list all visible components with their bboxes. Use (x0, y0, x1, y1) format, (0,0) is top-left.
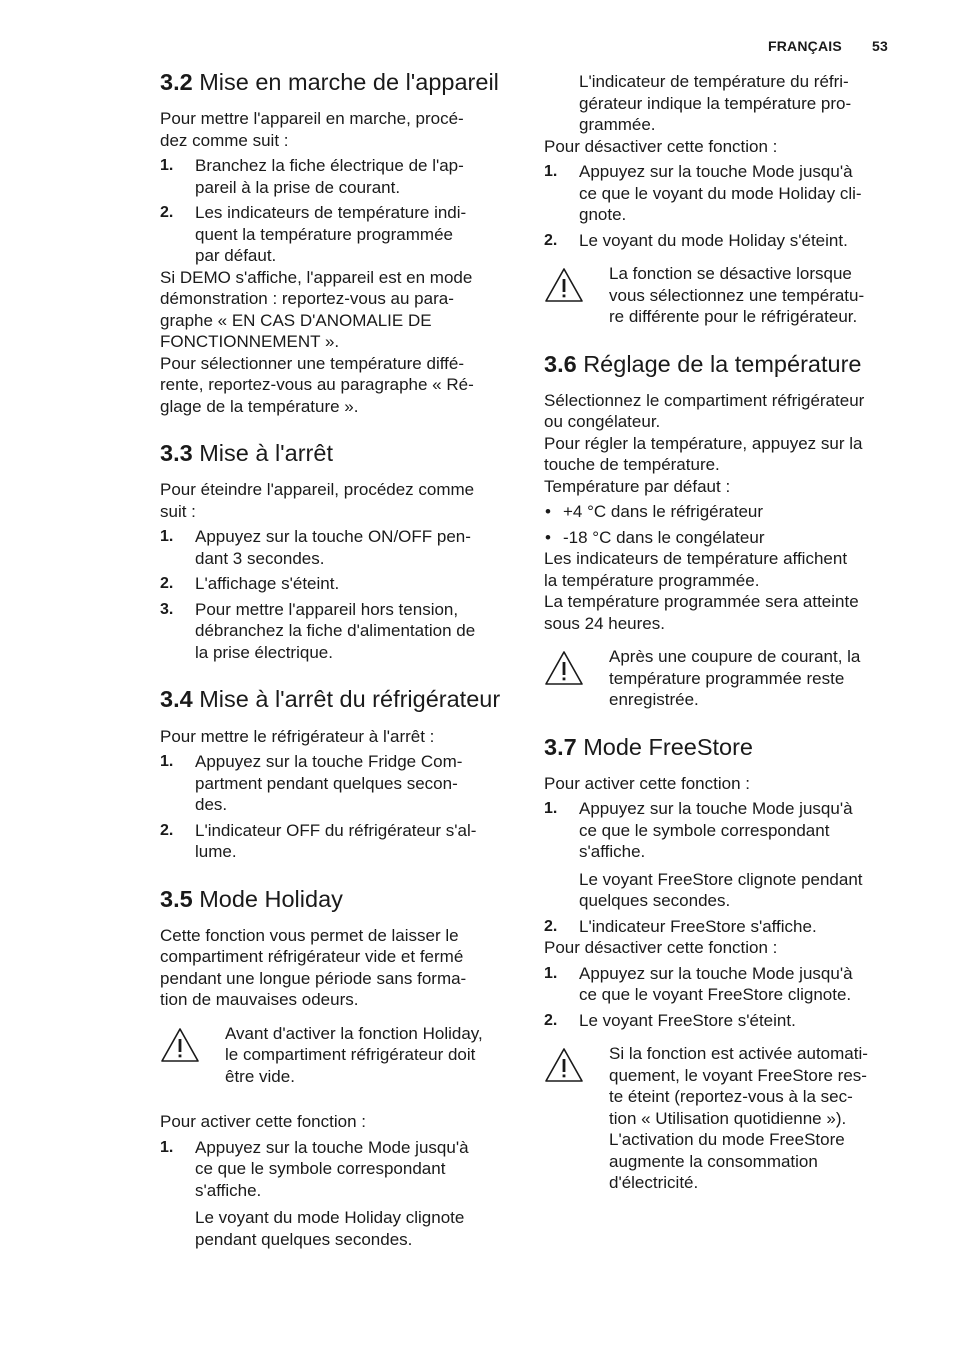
text-line: Après une coupure de courant, la (609, 647, 861, 667)
section-3-4 (160, 685, 516, 862)
paragraph (160, 267, 516, 418)
paragraph (544, 548, 900, 634)
text-line: grammée. (579, 115, 656, 134)
bullet-item (544, 501, 900, 523)
text-line: Les indicateurs de température indi- (195, 203, 467, 223)
step-number: 1. (544, 964, 558, 982)
paragraph (544, 390, 900, 498)
section-title-text: Réglage de la température (583, 350, 862, 377)
text-line: le compartiment réfrigérateur doit (225, 1045, 476, 1065)
warning-icon (160, 1027, 200, 1063)
text-line: ce que le voyant FreeStore clignote. (579, 985, 852, 1005)
text-line: ce que le voyant du mode Holiday cli- (579, 183, 862, 203)
text-line: L'indicateur OFF du réfrigérateur s'al- (195, 820, 477, 840)
step-number: 1. (544, 163, 558, 180)
text-line: par défaut. (195, 246, 277, 266)
text-line: augmente la consommation (609, 1151, 818, 1171)
step-number: 3. (160, 600, 174, 618)
text-line: partment pendant quelques secon- (195, 773, 458, 793)
text-line: Le voyant FreeStore clignote pendant (579, 869, 863, 889)
text-line: Pour sélectionner une température diffé- (160, 353, 464, 373)
section-3-7 (544, 733, 900, 1194)
section-3-3 (160, 439, 516, 663)
text-line: Pour activer cette fonction : (544, 773, 750, 793)
right-column (544, 71, 900, 1216)
text-line: être vide. (225, 1066, 295, 1086)
text-line: La fonction se désactive lorsque (609, 264, 852, 283)
text-line: la prise électrique. (195, 642, 333, 662)
step (544, 963, 900, 1006)
text-line: compartiment réfrigérateur vide et fermé (160, 947, 464, 967)
text-line: +4 °C dans le réfrigérateur (563, 502, 764, 522)
step (544, 1010, 900, 1032)
text-line: Appuyez sur la touche Mode jusqu'à (579, 963, 853, 983)
text-line: s'affiche. (579, 842, 646, 862)
text-line: Appuyez sur la touche Fridge Com- (195, 752, 463, 772)
text-line: pendant une longue période sans forma- (160, 968, 467, 988)
text-line: des. (195, 795, 228, 815)
text-line: Pour mettre l'appareil en marche, procé- (160, 109, 464, 129)
paragraph (160, 925, 516, 1011)
text-line: débranchez la fiche d'alimentation de (195, 621, 476, 641)
step (544, 161, 900, 226)
text-line: Si DEMO s'affiche, l'appareil est en mode (160, 267, 473, 287)
section-3-5 (160, 885, 516, 1251)
step (160, 202, 516, 267)
text-line: Pour éteindre l'appareil, procédez comme (160, 480, 475, 500)
section-title-text: Mise à l'arrêt du réfrigérateur (199, 686, 501, 713)
section-number: 3.4 (160, 686, 193, 713)
text-line: température programmée reste (609, 668, 845, 688)
text-line: Appuyez sur la touche ON/OFF pen- (195, 527, 471, 547)
text-line: dez comme suit : (160, 130, 289, 150)
text-line: touche de température. (544, 455, 720, 475)
text-line: quent la température programmée (195, 224, 453, 244)
text-line: L'activation du mode FreeStore (609, 1130, 845, 1150)
text-line: tion « Utilisation quotidienne »). (609, 1108, 847, 1128)
text-line: Température par défaut : (544, 476, 731, 496)
warning-note (160, 1023, 516, 1088)
step-number: 2. (160, 575, 174, 593)
step-number: 1. (160, 753, 174, 771)
text-line: Pour mettre le réfrigérateur à l'arrêt : (160, 726, 435, 746)
paragraph (160, 1111, 516, 1133)
text-line: Le voyant FreeStore s'éteint. (579, 1010, 796, 1030)
section-title (160, 685, 516, 713)
text-line: L'affichage s'éteint. (195, 574, 340, 594)
page-header (768, 38, 888, 54)
paragraph (544, 136, 900, 158)
text-line: tion de mauvaises odeurs. (160, 990, 359, 1010)
text-line: Si la fonction est activée automati- (609, 1044, 868, 1064)
bullet-dot-icon: • (545, 527, 551, 547)
paragraph (160, 108, 516, 151)
text-line: -18 °C dans le congélateur (563, 527, 765, 547)
text-line: FONCTIONNEMENT ». (160, 332, 340, 352)
warning-icon (544, 1047, 584, 1083)
step (160, 1137, 516, 1202)
text-line: Sélectionnez le compartiment réfrigérateur (544, 390, 865, 410)
section-number: 3.2 (160, 69, 193, 95)
text-line: lume. (195, 842, 237, 862)
text-line: pareil à la prise de courant. (195, 177, 401, 197)
text-line: pendant quelques secondes. (195, 1229, 413, 1249)
step (160, 155, 516, 198)
section-number: 3.6 (544, 350, 577, 377)
text-line: rente, reportez-vous au paragraphe « Ré- (160, 375, 474, 395)
paragraph (544, 937, 900, 959)
text-line: ce que le symbole correspondant (195, 1159, 446, 1179)
section-title (160, 885, 516, 913)
step (160, 751, 516, 816)
warning-icon (544, 650, 584, 686)
text-line: Pour régler la température, appuyez sur la (544, 433, 863, 453)
step-note (160, 1207, 516, 1250)
text-line: La température programmée sera atteinte (544, 592, 859, 612)
text-line: Pour activer cette fonction : (160, 1112, 366, 1132)
text-line: Appuyez sur la touche Mode jusqu'à (195, 1137, 469, 1157)
step (160, 599, 516, 664)
paragraph (544, 773, 900, 795)
section-3-5-continued (544, 71, 900, 328)
section-title (160, 439, 516, 467)
text-line: ce que le symbole correspondant (579, 820, 830, 840)
warning-note (544, 646, 900, 711)
section-number: 3.3 (160, 440, 193, 467)
text-line: Appuyez sur la touche Mode jusqu'à (579, 799, 853, 819)
text-line: quement, le voyant FreeStore res- (609, 1065, 867, 1085)
section-3-2 (160, 68, 516, 417)
step (544, 798, 900, 863)
text-line: enregistrée. (609, 690, 699, 710)
text-line: glage de la température ». (160, 396, 359, 416)
text-line: L'indicateur FreeStore s'affiche. (579, 916, 817, 936)
step-number: 2. (544, 917, 558, 935)
text-line: quelques secondes. (579, 891, 731, 911)
step-number: 1. (160, 1138, 174, 1156)
text-line: te éteint (reportez-vous à la sec- (609, 1087, 853, 1107)
left-column (160, 68, 516, 1272)
step-number: 1. (160, 528, 174, 546)
step-note (544, 869, 900, 912)
text-line: Pour désactiver cette fonction : (544, 938, 778, 958)
step (160, 526, 516, 569)
warning-note (544, 1043, 900, 1194)
section-title (544, 350, 900, 378)
text-line: vous sélectionnez une températu- (609, 285, 865, 305)
text-line: Pour mettre l'appareil hors tension, (195, 599, 459, 619)
text-line: L'indicateur de température du réfri- (579, 72, 849, 91)
text-line: Branchez la fiche électrique de l'ap- (195, 156, 464, 176)
text-line: graphe « EN CAS D'ANOMALIE DE (160, 310, 432, 330)
text-line: Pour désactiver cette fonction : (544, 136, 778, 156)
text-line: s'affiche. (195, 1180, 262, 1200)
section-3-6 (544, 350, 900, 711)
bullet-item (544, 527, 900, 549)
text-line: re différente pour le réfrigérateur. (609, 307, 858, 326)
step (160, 820, 516, 863)
text-line: Le voyant du mode Holiday clignote (195, 1208, 465, 1228)
step-number: 2. (160, 821, 174, 839)
text-line: gnote. (579, 205, 627, 224)
text-line: dant 3 secondes. (195, 548, 325, 568)
text-line: ou congélateur. (544, 412, 661, 432)
step (544, 230, 900, 252)
step (160, 573, 516, 595)
step-number: 1. (160, 157, 174, 175)
step-number: 1. (544, 800, 558, 818)
header-language: FRANÇAIS (767, 38, 842, 54)
step-number: 2. (544, 231, 558, 249)
text-line: d'électricité. (609, 1173, 699, 1193)
text-line: Avant d'activer la fonction Holiday, (225, 1023, 483, 1043)
step-note (544, 71, 900, 136)
section-title-text: Mode FreeStore (583, 733, 754, 760)
text-line: Appuyez sur la touche Mode jusqu'à (579, 162, 853, 181)
section-title (544, 733, 900, 761)
text-line: suit : (160, 501, 196, 521)
text-line: démonstration : reportez-vous au para- (160, 289, 454, 309)
section-title (160, 68, 516, 96)
section-title-text: Mise en marche de l'appareil (199, 69, 499, 95)
step (544, 916, 900, 938)
text-line: sous 24 heures. (544, 613, 665, 633)
text-line: la température programmée. (544, 570, 760, 590)
step-number: 2. (160, 204, 174, 222)
page-number: 53 (872, 38, 888, 54)
text-line: gérateur indique la température pro- (579, 93, 852, 113)
bullet-dot-icon: • (545, 502, 551, 522)
warning-icon (544, 267, 584, 303)
warning-note (544, 263, 900, 328)
text-line: Le voyant du mode Holiday s'éteint. (579, 230, 848, 250)
section-number: 3.7 (544, 733, 577, 760)
paragraph (160, 726, 516, 748)
section-title-text: Mise à l'arrêt (199, 440, 333, 467)
paragraph (160, 479, 516, 522)
section-number: 3.5 (160, 885, 193, 912)
text-line: Cette fonction vous permet de laisser le (160, 925, 459, 945)
step-number: 2. (544, 1011, 558, 1029)
section-title-text: Mode Holiday (199, 885, 343, 912)
text-line: Les indicateurs de température affichent (544, 549, 848, 569)
